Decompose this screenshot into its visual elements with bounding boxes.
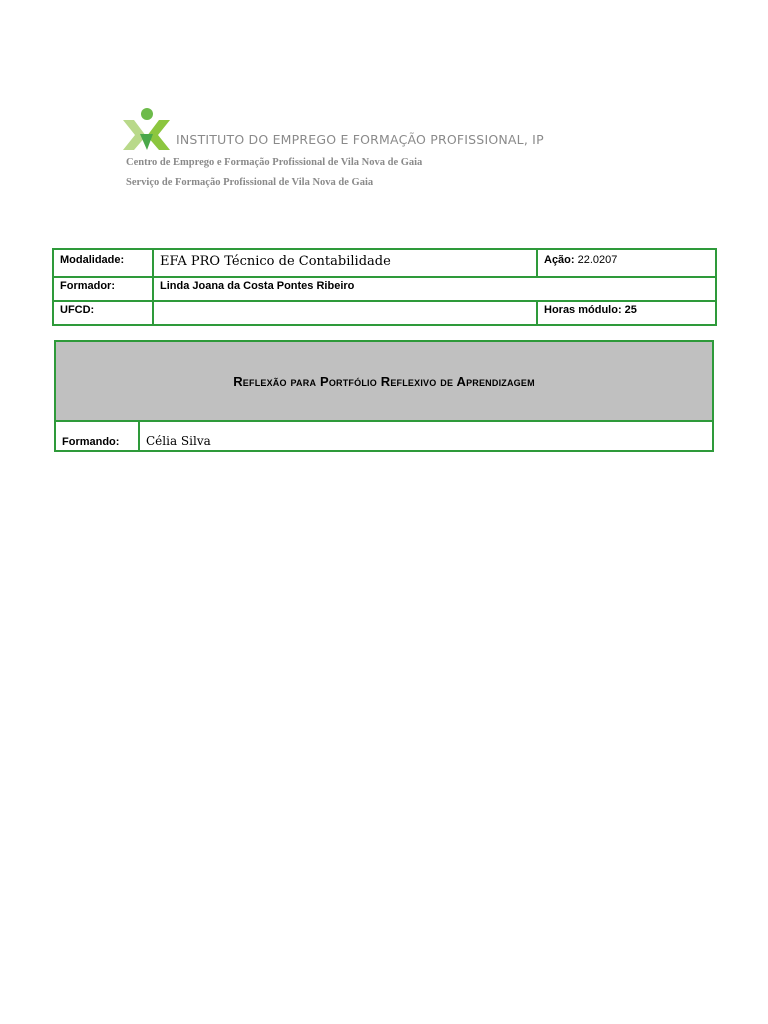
letterhead xyxy=(120,106,544,196)
ufcd-label: UFCD: xyxy=(53,301,153,325)
formando-value: Célia Silva xyxy=(146,434,211,448)
ufcd-value xyxy=(153,301,537,325)
horas-modulo: Horas módulo: 25 xyxy=(537,301,716,325)
acao-value: 22.0207 xyxy=(577,254,618,266)
institute-name: INSTITUTO DO EMPREGO E FORMAÇÃO PROFISSIONAL, IP xyxy=(176,132,544,147)
formador-label: Formador: xyxy=(53,277,153,301)
course-info-table xyxy=(52,248,717,326)
acao-label: Ação: xyxy=(544,254,575,266)
formando-label: Formando: xyxy=(56,422,140,450)
reflection-title xyxy=(56,342,712,422)
reflection-box xyxy=(54,340,714,452)
formador-row xyxy=(53,277,716,301)
acao-cell xyxy=(537,249,716,277)
modalidade-row xyxy=(53,249,716,277)
ufcd-row xyxy=(53,301,716,325)
iefp-logo-icon xyxy=(120,106,172,152)
modalidade-value: EFA PRO Técnico de Contabilidade xyxy=(153,249,537,277)
modalidade-label: Modalidade: xyxy=(53,249,153,277)
formador-value: Linda Joana da Costa Pontes Ribeiro xyxy=(153,277,716,301)
service-name: Serviço de Formação Profissional de Vila Nova de Gaia xyxy=(126,177,374,188)
reflection-title-text: Reflexão para Portfólio Reflexivo de Aprendizagem xyxy=(233,373,535,389)
centre-name: Centro de Emprego e Formação Profissional de Vila Nova de Gaia xyxy=(126,157,423,168)
